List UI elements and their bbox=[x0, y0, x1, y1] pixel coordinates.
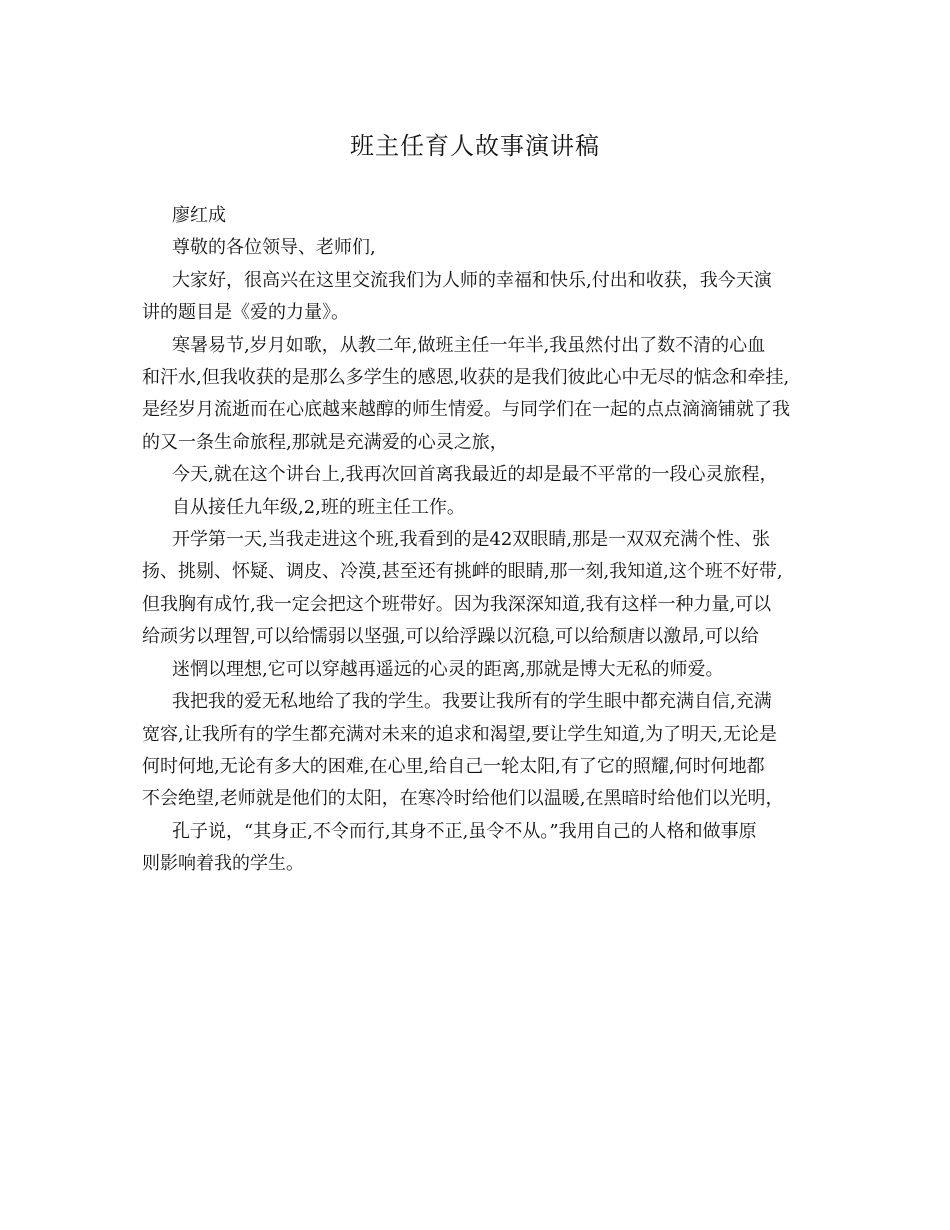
body-line: 我把我的爱无私地给了我的学生。我要让我所有的学生眼中都充满自信,充满 bbox=[172, 691, 772, 713]
body-line: 给顽劣以理智,可以给懦弱以坚强,可以给浮躁以沉稳,可以给颓唐以激昂,可以给 bbox=[142, 626, 759, 648]
body-line: 不会绝望,老师就是他们的太阳，在寒冷时给他们以温暖,在黑暗时给他们以光明， bbox=[142, 788, 784, 810]
body-line: 今天,就在这个讲台上,我再次回首离我最近的却是最不平常的一段心灵旅程， bbox=[172, 464, 778, 486]
body-line: 大家好，很高兴在这里交流我们为人师的幸福和快乐,付出和收获，我今天演 bbox=[172, 269, 772, 291]
body-line: 扬、挑剔、怀疑、调皮、冷漠,甚至还有挑衅的眼睛,那一刻,我知道,这个班不好带, bbox=[142, 561, 783, 583]
body-line: 的又一条生命旅程,那就是充满爱的心灵之旅， bbox=[142, 431, 508, 453]
body-line: 但我胸有成竹,我一定会把这个班带好。因为我深深知道,我有这样一种力量,可以 bbox=[142, 593, 772, 615]
body-line: 自从接任九年级,2,班的班主任工作。 bbox=[172, 496, 465, 518]
body-line: 和汗水,但我收获的是那么多学生的感恩,收获的是我们彼此心中无尽的惦念和牵挂, bbox=[142, 367, 790, 389]
document-body bbox=[142, 200, 810, 881]
body-line: 讲的题目是《爱的力量》。 bbox=[142, 302, 349, 324]
body-line: 何时何地,无论有多大的困难,在心里,给自己一轮太阳,有了它的照耀,何时何地都 bbox=[142, 755, 765, 777]
body-line: 尊敬的各位领导、老师们, bbox=[172, 237, 376, 259]
body-line: 孔子说，“其身正,不令而行,其身不正,虽令不从。”我用自己的人格和做事原 bbox=[172, 820, 757, 842]
body-line: 开学第一天,当我走进这个班,我看到的是42双眼睛,那是一双双充满个性、张 bbox=[172, 529, 771, 551]
body-line: 寒暑易节,岁月如歌，从教二年,做班主任一年半,我虽然付出了数不清的心血 bbox=[172, 334, 766, 356]
document-title: 班主任育人故事演讲稿 bbox=[350, 132, 600, 160]
body-line: 迷惘以理想,它可以穿越再遥远的心灵的距离,那就是博大无私的师爱。 bbox=[172, 658, 724, 680]
author-line: 廖红成 bbox=[172, 205, 226, 226]
body-line: 宽容,让我所有的学生都充满对未来的追求和渴望,要让学生知道,为了明天,无论是 bbox=[142, 723, 777, 745]
body-line: 是经岁月流逝而在心底越来越醇的师生情爱。与同学们在一起的点点滴滴铺就了我 bbox=[142, 399, 790, 421]
body-line: 则影响着我的学生。 bbox=[142, 853, 304, 875]
